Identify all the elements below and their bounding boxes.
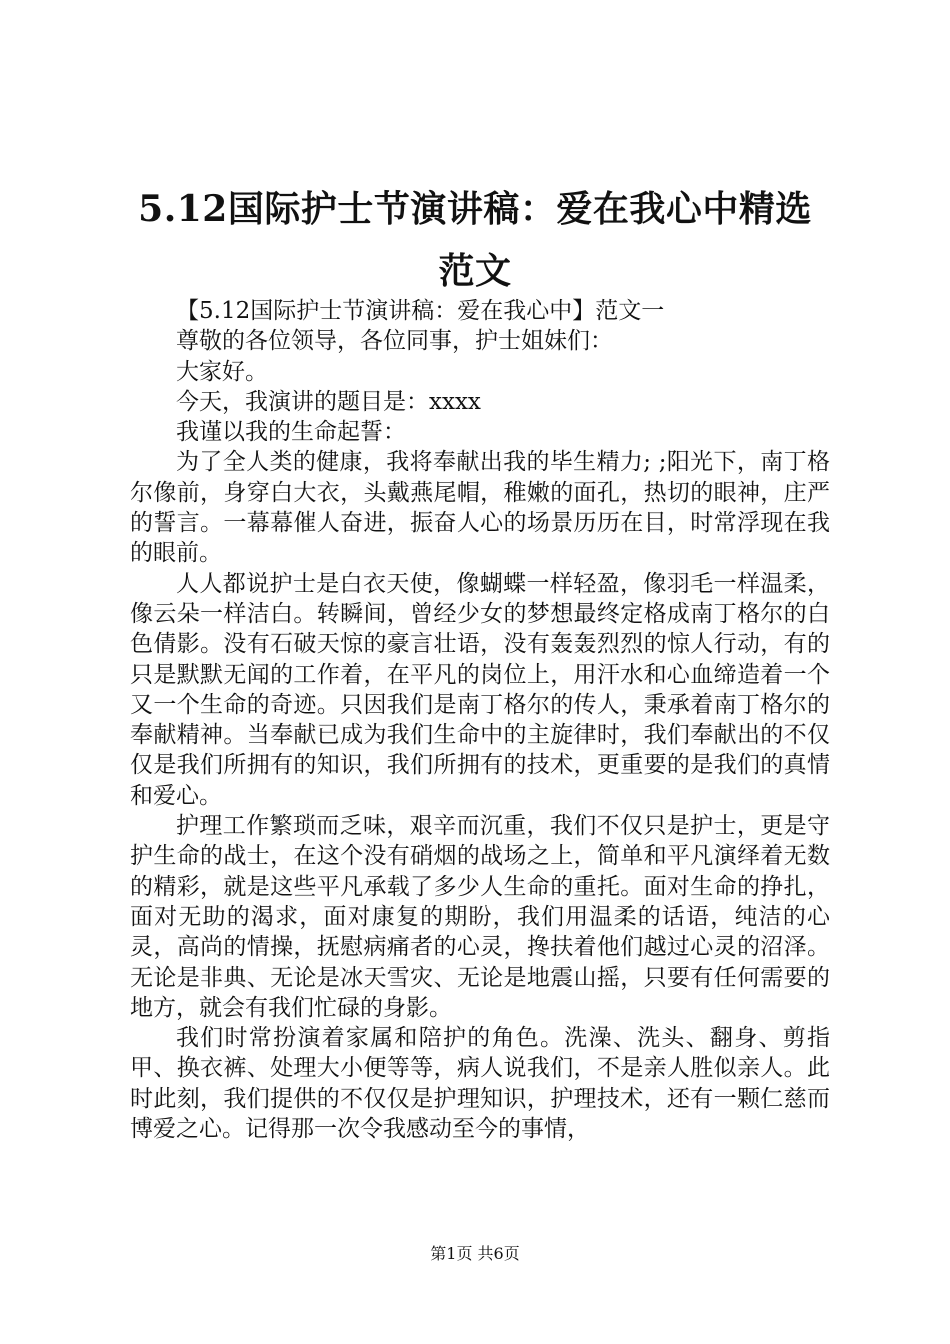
- paragraph-greeting: 大家好。: [176, 358, 268, 385]
- paragraph-angels: 人人都说护士是白衣天使，像蝴蝶一样轻盈，像羽毛一样温柔，像云朵一样洁白。转瞬间，曾经少女的梦想最终定格成南丁格尔的白色倩影。没有石破天惊的豪言壮语，没有轰轰烈烈的惊人行动，有的只是默默无闻的工作着，在平凡的岗位上，用汗水和心血缔造着一个又一个生命的奇迹。只因我们是南丁格尔的传人，秉承着南丁格尔的奉献精神。当奉献已成为我们生命中的主旋律时，我们奉献出的不仅仅是我们所拥有的知识，我们所拥有的技术，更重要的是我们的真情和爱心。: [130, 570, 830, 809]
- paragraph-oath: 为了全人类的健康，我将奉献出我的毕生精力; ;阳光下，南丁格尔像前，身穿白大衣，头戴燕尾帽，稚嫩的面孔，热切的眼神，庄严的誓言。一幕幕催人奋进，振奋人心的场景历历在目，时常浮现在我的眼前。: [130, 449, 830, 567]
- paragraph-topic: 今天，我演讲的题目是：xxxx: [176, 388, 481, 415]
- paragraph-nursing-work: 护理工作繁琐而乏味，艰辛而沉重，我们不仅只是护士，更是守护生命的战士，在这个没有硝烟的战场之上，简单和平凡演绎着无数的精彩，就是这些平凡承载了多少人生命的重托。面对生命的挣扎，面对无助的渴求，面对康复的期盼，我们用温柔的话语，纯洁的心灵，高尚的情操，抚慰病痛者的心灵，搀扶着他们越过心灵的沼泽。无论是非典、无论是冰天雪灾、无论是地震山摇，只要有任何需要的地方，就会有我们忙碌的身影。: [130, 813, 830, 1021]
- paragraph-oath-intro: 我谨以我的生命起誓：: [176, 419, 406, 446]
- paragraph-family-roles: 我们时常扮演着家属和陪护的角色。洗澡、洗头、翻身、剪指甲、换衣裤、处理大小便等等，病人说我们，不是亲人胜似亲人。此时此刻，我们提供的不仅仅是护理知识，护理技术，还有一颗仁慈而博爱之心。记得那一次令我感动至今的事情，: [130, 1025, 830, 1143]
- document-body: [130, 296, 830, 1144]
- paragraph-salutation: 尊敬的各位领导，各位同事，护士姐妹们：: [176, 328, 613, 355]
- page-number: 第1页 共6页: [430, 1244, 520, 1263]
- paragraph-heading: 【5.12国际护士节演讲稿：爱在我心中】范文一: [176, 298, 665, 324]
- document-title: 5.12国际护士节演讲稿：爱在我心中精选范文: [138, 188, 812, 292]
